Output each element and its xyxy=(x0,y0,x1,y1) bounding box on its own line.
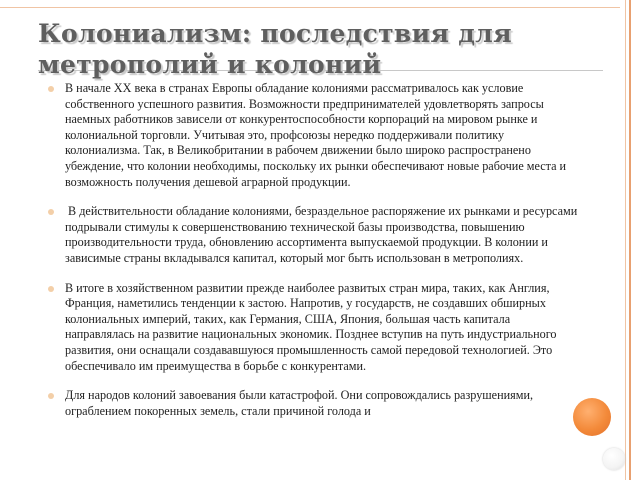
slide-title-line-1: Колониализм: последствия для xyxy=(38,19,512,48)
bullet-icon xyxy=(48,209,54,215)
paragraph-text: В начале ХХ века в странах Европы обладание колониями рассматривалось как условие собственного успешного развития. Возможности предпринимателей удовлетворять запросы наемных работников зависели от конкурентоспособности корпораций на мировом рынке и колониальной торговли. Учитывая это, профсоюзы нередко поддерживали политику колониализма. Так, в Великобритании в рабочем движении было широко распространено убеждение, что колонии необходимы, поскольку их рынки обеспечивают новые рабочие места и возможность получения дешевой аграрной продукции. xyxy=(65,81,567,189)
paragraph-text: Для народов колоний завоевания были катастрофой. Они сопровождались разрушениями, ограблением покоренных земель, стали причиной голода и xyxy=(65,388,534,418)
bullet-icon xyxy=(48,286,54,292)
paragraph-3 xyxy=(48,281,578,375)
decorative-white-circle xyxy=(603,448,625,470)
slide-body xyxy=(48,81,581,433)
paragraph-text: В действительности обладание колониями, безраздельное распоряжение их рынками и ресурсами подрывали стимулы к совершенствованию технической базы производства, повышению производительности труда, обновлению ассортимента выпускаемой продукции. В колонии и зависимые страны вкладывался капитал, который мог быть использован в метрополиях. xyxy=(65,204,581,265)
decorative-orange-circle xyxy=(573,398,611,436)
slide-title-line-2: метрополий и колоний xyxy=(38,50,382,79)
paragraph-1 xyxy=(48,81,578,190)
paragraph-4 xyxy=(48,388,578,419)
paragraph-2 xyxy=(48,204,581,266)
paragraph-text: В итоге в хозяйственном развитии прежде наиболее развитых стран мира, таких, как Англия, Франция, наметились тенденции к застою. Напротив, у государств, не создавших обширных колониальных империй, таких, как Германия, США, Япония, большая часть капитала направлялась на развитие национальных экономик. Позднее вступив на путь индустриального развития, они оснащали создававшуюся промышленность самой передовой технологией. Это обеспечивало им преимущества в борьбе с конкурентами. xyxy=(65,280,557,373)
frame-right-line-inner xyxy=(625,0,626,480)
frame-right-line xyxy=(629,0,631,480)
slide-title xyxy=(38,18,598,80)
bullet-icon xyxy=(48,393,54,399)
frame-top-line xyxy=(0,7,620,8)
bullet-icon xyxy=(48,86,54,92)
